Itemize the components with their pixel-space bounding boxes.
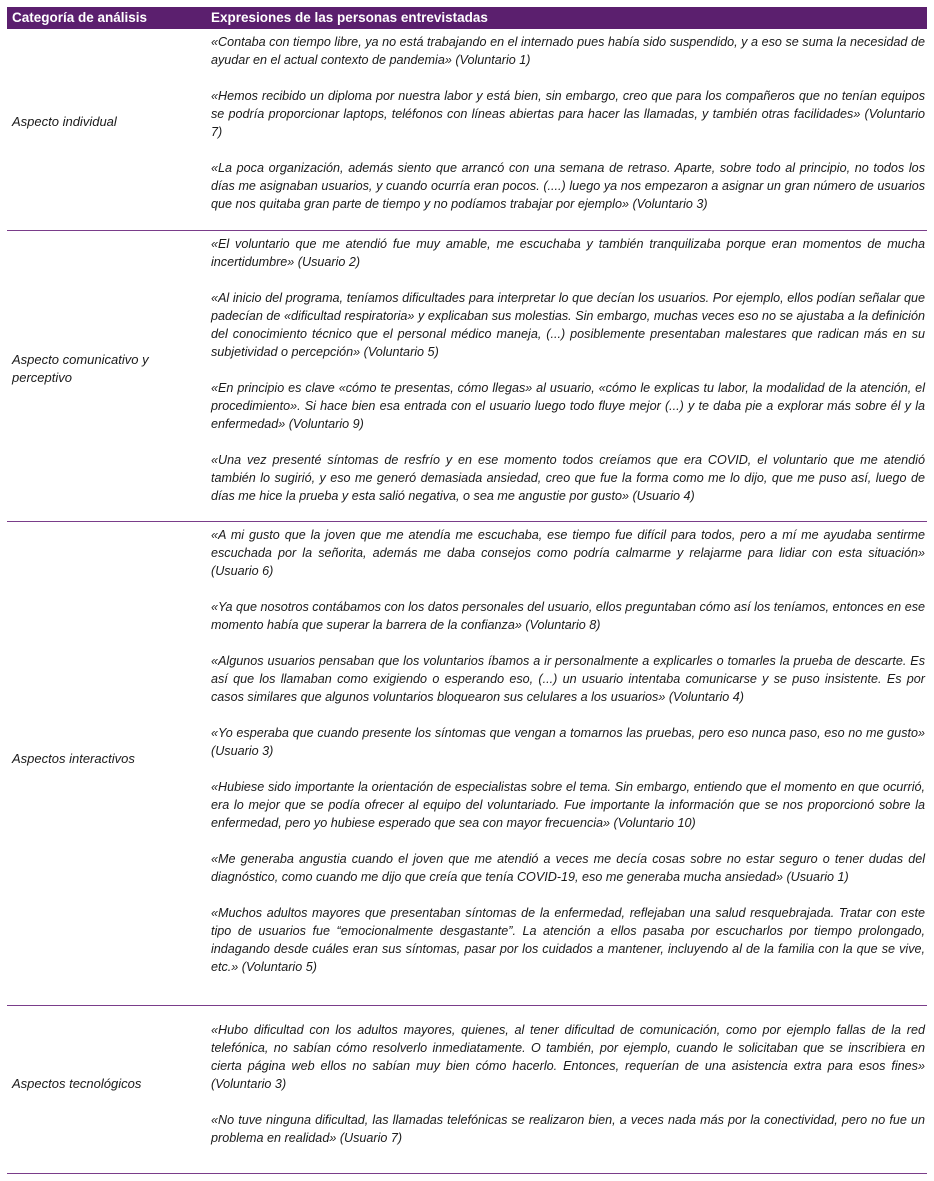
row-divider bbox=[7, 521, 927, 522]
quote: «A mi gusto que la joven que me atendía me escuchaba, ese tiempo fue difícil para todos, pero a mí me ayudaba sentirme escuchada por la señorita, además me daba consejos como podría calmarme y relajarme para lidiar con esta situación» (Usuario 6) bbox=[211, 528, 925, 578]
row-category: Aspecto individual bbox=[12, 114, 117, 129]
quote: «Una vez presenté síntomas de resfrío y en ese momento todos creíamos que era COVID, el voluntario que me atendió también lo sugirió, y eso me generó demasiada ansiedad, creo que fue la forma como me lo dijo, que me puso así, luego de días me hice la prueba y esta salió negativa, o sea me angustie por gusto» (Usuario 4) bbox=[211, 453, 925, 503]
quote: «Algunos usuarios pensaban que los voluntarios íbamos a ir personalmente a explicarles o tomarles la prueba de descarte. Es así que los llamaban como exigiendo o esperando eso, (...) un usuario intentaba comunicarse y se puso insistente. Es por casos similares que algunos voluntarios bloquearon sus celulares a los usuarios» (Voluntario 4) bbox=[211, 654, 925, 704]
quote: «La poca organización, además siento que arrancó con una semana de retraso. Aparte, sobre todo al principio, no todos los días me asignaban usuarios, y cuando ocurría eran pocos. (....) luego ya nos empezaron a asignar un gran número de usuarios que nos quitaba gran parte de tiempo y no podíamos trabajar por ejemplo» (Voluntario 3) bbox=[211, 161, 925, 211]
row-divider bbox=[7, 1173, 927, 1174]
quote: «En principio es clave «cómo te presentas, cómo llegas» al usuario, «cómo le explicas tu labor, la modalidad de la atención, el procedimiento». Si hace bien esa entrada con el usuario luego todo fluye mejor (...) y te daba pie a explorar más sobre él y la enfermedad» (Voluntario 9) bbox=[211, 381, 925, 431]
table-row bbox=[7, 1013, 927, 1173]
table-row bbox=[7, 526, 927, 1004]
header-category: Categoría de análisis bbox=[12, 10, 148, 25]
quote: «Hubiese sido importante la orientación de especialistas sobre el tema. Sin embargo, entiendo que el momento en que ocurrió, era lo mejor que se podía ofrecer al equipo del voluntariado. Fue importante la información que se nos proporcionó sobre la enfermedad, pero yo hubiese esperado que sea con mayor frecuencia» (Voluntario 10) bbox=[211, 780, 925, 830]
quote: «No tuve ninguna dificultad, las llamadas telefónicas se realizaron bien, a veces nada más por la conectividad, pero no fue un problema en realidad» (Usuario 7) bbox=[211, 1113, 925, 1145]
quote: «Muchos adultos mayores que presentaban síntomas de la enfermedad, reflejaban una salud resquebrajada. Tratar con este tipo de usuarios fue “emocionalmente desgastante”. La atención a ellos pasaba por escucharlos por tiempo prolongado, indagando desde cuáles eran sus síntomas, pasar por los cuidados a mantener, incluyendo al de la familia con la que se vive, etc.» (Voluntario 5) bbox=[211, 906, 925, 974]
quote: «Contaba con tiempo libre, ya no está trabajando en el internado pues había sido suspendido, y a eso se suma la necesidad de ayudar en el actual contexto de pandemia» (Voluntario 1) bbox=[211, 35, 925, 67]
row-category: Aspectos interactivos bbox=[12, 751, 135, 766]
table-row bbox=[7, 235, 927, 521]
header-expressions: Expresiones de las personas entrevistadas bbox=[211, 10, 488, 25]
row-category: Aspecto comunicativo y perceptivo bbox=[12, 352, 149, 385]
quote: «El voluntario que me atendió fue muy amable, me escuchaba y también tranquilizaba porque eran momentos de mucha incertidumbre» (Usuario 2) bbox=[211, 237, 925, 269]
table-row bbox=[7, 33, 927, 231]
analysis-table bbox=[7, 7, 927, 1145]
quote: «Al inicio del programa, teníamos dificultades para interpretar lo que decían los usuarios. Por ejemplo, ellos podían señalar que padecían de «dificultad respiratoria» y explicaban sus molestias. Sin embargo, muchas veces eso no se ajustaba a la definición del conocimiento técnico que el personal médico maneja, (...) posiblemente presentaban malestares que radican más en su subjetividad o percepción» (Voluntario 5) bbox=[211, 291, 925, 359]
row-divider bbox=[7, 1005, 927, 1006]
quote: «Me generaba angustia cuando el joven que me atendió a veces me decía cosas sobre no estar seguro o tener dudas del diagnóstico, como cuando me dijo que creía que tenía COVID-19, eso me generaba mucha ansiedad» (Usuario 1) bbox=[211, 852, 925, 884]
row-divider bbox=[7, 230, 927, 231]
quote: «Ya que nosotros contábamos con los datos personales del usuario, ellos preguntaban cómo así los teníamos, entonces en ese momento había que superar la barrera de la confianza» (Voluntario 8) bbox=[211, 600, 925, 632]
quote: «Yo esperaba que cuando presente los síntomas que vengan a tomarnos las pruebas, pero eso nunca paso, eso no me gusto» (Usuario 3) bbox=[211, 726, 925, 758]
row-category: Aspectos tecnológicos bbox=[12, 1076, 142, 1091]
table-header bbox=[7, 7, 927, 29]
quote: «Hubo dificultad con los adultos mayores, quienes, al tener dificultad de comunicación, como por ejemplo fallas de la red telefónica, no sabían cómo resolverlo inmediatamente. O también, por ejemplo, cuando le solicitaban que se inscribiera en cierta página web ellos no sabían muy bien cómo hacerlo. Entonces, requerían de una asistencia extra para esos fines» (Voluntario 3) bbox=[211, 1023, 925, 1091]
quote: «Hemos recibido un diploma por nuestra labor y está bien, sin embargo, creo que para los compañeros que no tenían equipos se podría proporcionar laptops, teléfonos con líneas abiertas para hacer las llamadas, y también otras facilidades» (Voluntario 7) bbox=[211, 89, 925, 139]
